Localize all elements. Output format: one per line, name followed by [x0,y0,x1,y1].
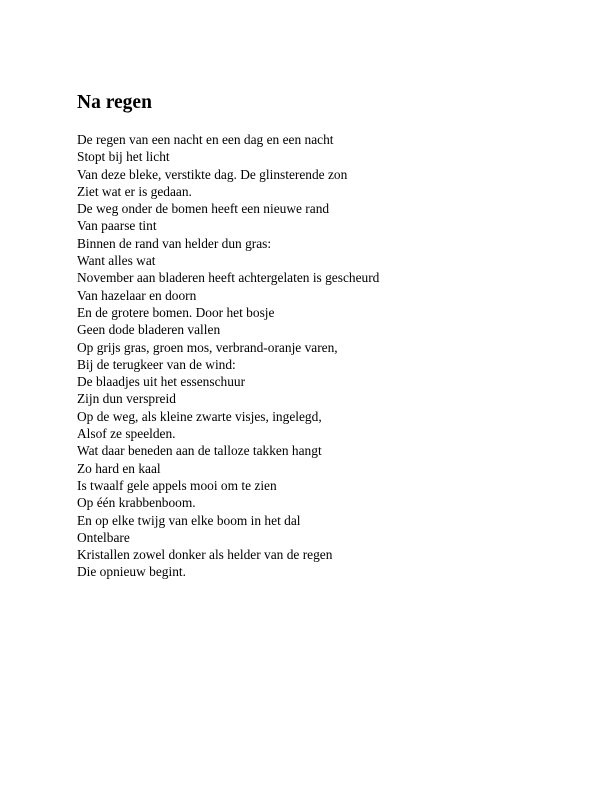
poem-line: De blaadjes uit het essenschuur [77,374,246,390]
poem-title: Na regen [77,92,152,113]
poem-line: Zijn dun verspreid [77,391,176,407]
poem-line: De weg onder de bomen heeft een nieuwe rand [77,201,330,217]
poem-line: Ziet wat er is gedaan. [77,183,192,199]
poem-line: Op de weg, als kleine zwarte visjes, ingelegd, [77,408,322,424]
poem-line: Binnen de rand van helder dun gras: [77,235,272,251]
poem-line: Alsof ze speelden. [77,426,176,442]
poem-line: De regen van een nacht en een dag en een nacht [77,132,334,147]
poem [77,90,557,581]
poem-line: En de grotere bomen. Door het bosje [77,304,275,320]
poem-line: Stopt bij het licht [77,149,170,165]
poem-line: Want alles wat [77,253,156,269]
poem-lines [77,131,557,581]
poem-line: November aan bladeren heeft achtergelaten is gescheurd [77,270,380,286]
poem-line: Van deze bleke, verstikte dag. De glinsterende zon [77,166,348,182]
poem-line: Is twaalf gele appels mooi om te zien [77,477,277,493]
poem-line: Wat daar beneden aan de talloze takken hangt [77,443,322,459]
poem-line: Op één krabbenboom. [77,495,196,511]
poem-line: En op elke twijg van elke boom in het dal [77,512,301,528]
poem-line: Geen dode bladeren vallen [77,322,221,338]
poem-line: Van paarse tint [77,218,157,234]
poem-line: Bij de terugkeer van de wind: [77,356,236,372]
poem-line: Ontelbare [77,529,130,545]
poem-line: Op grijs gras, groen mos, verbrand-oranje varen, [77,339,338,355]
poem-line: Van hazelaar en doorn [77,287,197,303]
poem-line: Kristallen zowel donker als helder van de regen [77,547,333,563]
poem-line: Zo hard en kaal [77,460,161,476]
poem-line: Die opnieuw begint. [77,564,186,580]
